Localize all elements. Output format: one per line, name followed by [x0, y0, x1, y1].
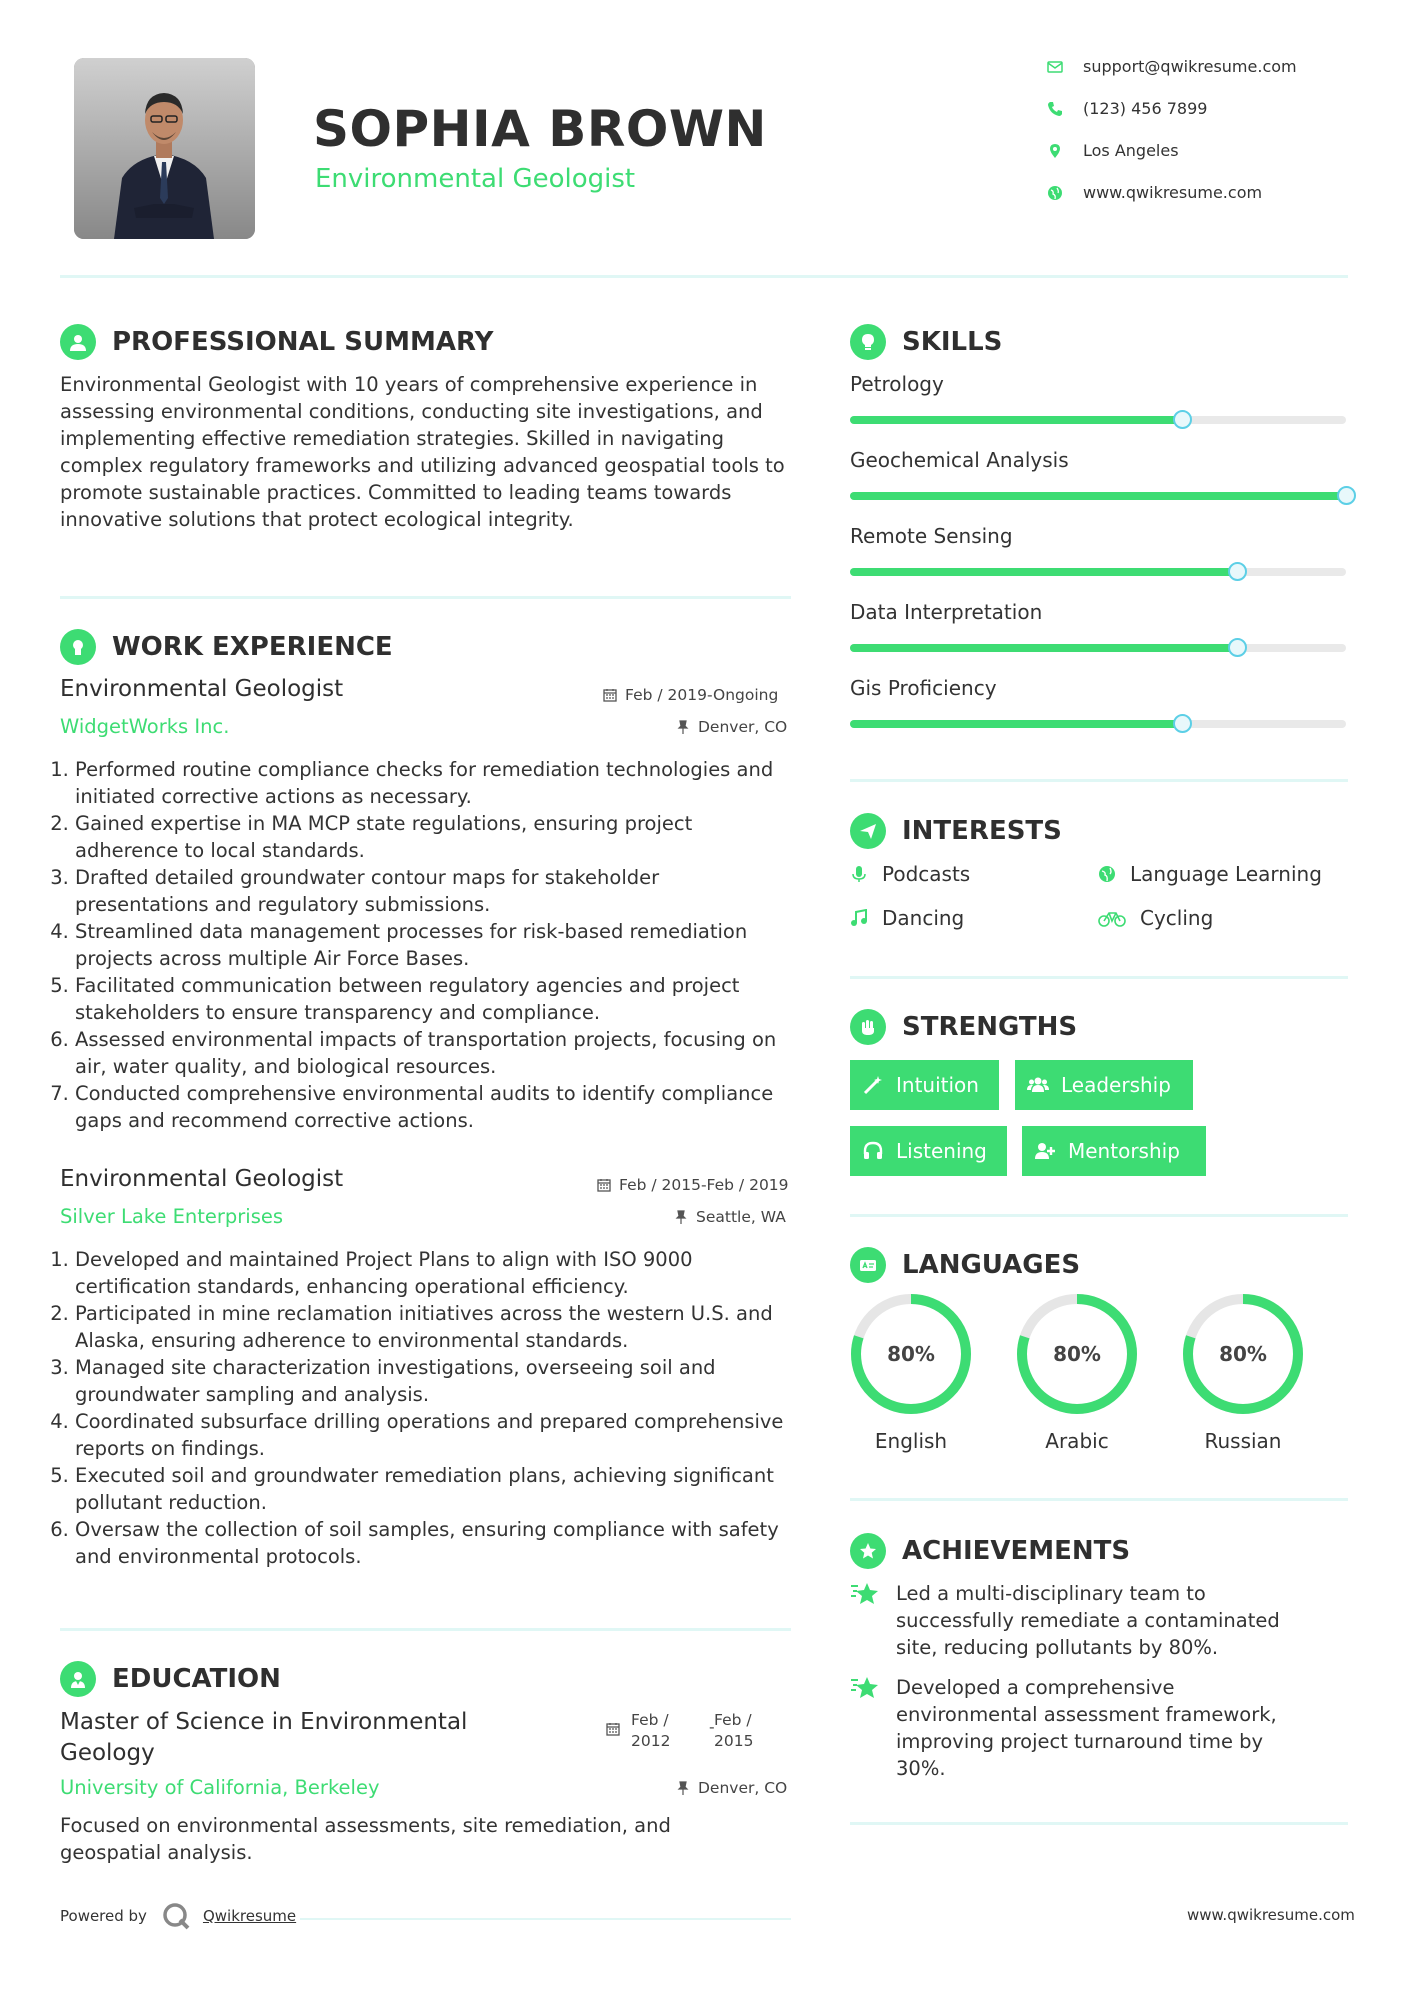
headphones-icon [862, 1140, 884, 1162]
language-ring [1182, 1293, 1304, 1415]
summary-heading-text: PROFESSIONAL SUMMARY [112, 327, 494, 357]
skills-divider [850, 779, 1348, 782]
candidate-name: SOPHIA BROWN [313, 100, 767, 158]
microphone-icon [850, 865, 868, 883]
list-item: 6. Assessed environmental impacts of transportation projects, focusing on air, water quality, and biological resources. [75, 1026, 797, 1080]
profile-photo [74, 58, 255, 239]
strength-tag [1015, 1060, 1193, 1110]
job-bullets [57, 756, 797, 1134]
education-description: Focused on environmental assessments, site remediation, and geospatial analysis. [60, 1814, 671, 1864]
work-divider [60, 1628, 791, 1631]
phone-text: (123) 456 7899 [1083, 99, 1208, 118]
job-location [676, 718, 787, 736]
skill-bar [850, 720, 1346, 728]
job-location [674, 1208, 786, 1226]
skill-bar [850, 644, 1346, 652]
interest-item [1098, 906, 1213, 930]
skill-label: Petrology [850, 372, 944, 396]
job-bullets [57, 1246, 797, 1570]
interests-heading [850, 813, 1062, 849]
list-item: 4. Streamlined data management processes for risk-based remediation projects across multiple Air Force Bases. [75, 918, 797, 972]
skills-heading [850, 324, 1002, 360]
job-date-text: Feb / 2015-Feb / 2019 [619, 1176, 789, 1194]
qwikresume-link[interactable]: Qwikresume [202, 1907, 297, 1925]
strengths-divider [850, 1214, 1348, 1217]
job-date-text: Feb / 2019-Ongoing [625, 686, 779, 704]
globe-icon [1098, 865, 1116, 883]
skill-label: Data Interpretation [850, 600, 1043, 624]
skill-bar-knob [1173, 410, 1192, 429]
education-date-separator: - [709, 1718, 715, 1736]
strength-label: Listening [896, 1139, 987, 1163]
job-date [597, 1176, 789, 1194]
skill-bar [850, 568, 1346, 576]
pin-icon [676, 720, 690, 734]
job-location-text: Seattle, WA [696, 1208, 786, 1226]
list-item: 6. Oversaw the collection of soil samples, ensuring compliance with safety and environmental protocols. [75, 1516, 797, 1570]
pin-icon [676, 1781, 690, 1795]
language-name: Arabic [1045, 1429, 1109, 1453]
list-item: 1. Developed and maintained Project Plans to align with ISO 9000 certification standards, enhancing operational efficiency. [75, 1246, 797, 1300]
school-name: University of California, Berkeley [60, 1776, 380, 1799]
work-heading-text: WORK EXPERIENCE [112, 632, 393, 662]
skills-heading-text: SKILLS [902, 327, 1003, 357]
phone-icon [1047, 101, 1083, 117]
star-badge-icon [850, 1533, 886, 1569]
job-date [603, 686, 778, 704]
header-divider [60, 275, 1348, 278]
star-icon [850, 1580, 880, 1608]
footer-powered-by [60, 1901, 296, 1931]
language-name: English [874, 1429, 948, 1453]
star-icon [850, 1674, 880, 1702]
language-percent: 80% [887, 1342, 935, 1366]
achievements-heading [850, 1533, 1130, 1569]
location-text: Los Angeles [1083, 141, 1179, 160]
language-percent: 80% [1219, 1342, 1267, 1366]
list-item: 5. Facilitated communication between regulatory agencies and project stakeholders to ensure transparency and compliance. [75, 972, 797, 1026]
strength-label: Mentorship [1068, 1139, 1180, 1163]
lightbulb-icon [850, 324, 886, 360]
education-dates [605, 1710, 765, 1750]
qwikresume-logo-icon [161, 1901, 191, 1931]
list-item: 5. Executed soil and groundwater remediation plans, achieving significant pollutant reduction. [75, 1462, 797, 1516]
list-item: 3. Drafted detailed groundwater contour maps for stakeholder presentations and regulatory submissions. [75, 864, 797, 918]
contact-website [1047, 183, 1262, 202]
skill-label: Remote Sensing [850, 524, 1013, 548]
strength-label: Leadership [1061, 1073, 1171, 1097]
languages-heading-text: LANGUAGES [902, 1250, 1081, 1280]
skill-bar-fill [850, 492, 1346, 500]
list-item: 3. Managed site characterization investigations, overseeing soil and groundwater sampling and analysis. [75, 1354, 797, 1408]
skill-bar-fill [850, 416, 1182, 424]
fist-icon [850, 1009, 886, 1045]
language-ring [1016, 1293, 1138, 1415]
skill-bar-fill [850, 720, 1182, 728]
skill-bar [850, 492, 1346, 500]
job-company: WidgetWorks Inc. [60, 715, 230, 738]
email-text[interactable]: support@qwikresume.com [1083, 57, 1297, 76]
interests-divider [850, 976, 1348, 979]
list-item: 2. Participated in mine reclamation initiatives across the western U.S. and Alaska, ensuring adherence to environmental standards. [75, 1300, 797, 1354]
achievement-item [850, 1580, 1316, 1661]
globe-icon [1047, 185, 1083, 201]
interest-label: Cycling [1140, 906, 1214, 930]
job-title: Environmental Geologist [60, 676, 344, 702]
education-heading [60, 1661, 281, 1697]
languages-heading [850, 1247, 1080, 1283]
interest-item [1098, 862, 1322, 886]
skill-bar-knob [1228, 638, 1247, 657]
contact-email [1047, 57, 1297, 76]
achievement-item [850, 1674, 1316, 1782]
map-pin-icon [1047, 143, 1083, 159]
skill-bar-knob [1228, 562, 1247, 581]
person-photo-illustration [74, 58, 255, 239]
interest-item [850, 906, 964, 930]
education-date-start: Feb / 2012 [631, 1711, 671, 1750]
skill-bar-knob [1173, 714, 1192, 733]
website-text[interactable]: www.qwikresume.com [1083, 183, 1263, 202]
job-title: Environmental Geologist [60, 1166, 344, 1192]
education-location [676, 1779, 787, 1797]
degree-title: Master of Science in Environmental Geology [60, 1709, 468, 1766]
contact-location [1047, 141, 1179, 160]
skill-bar-fill [850, 644, 1237, 652]
skill-bar-knob [1337, 486, 1356, 505]
strengths-heading [850, 1009, 1077, 1045]
interest-label: Dancing [882, 906, 965, 930]
users-icon [1027, 1074, 1049, 1096]
magic-wand-icon [862, 1074, 884, 1096]
interests-heading-text: INTERESTS [902, 816, 1062, 846]
list-item: 4. Coordinated subsurface drilling operations and prepared comprehensive reports on findings. [75, 1408, 797, 1462]
achievements-divider [850, 1822, 1348, 1825]
education-location-text: Denver, CO [698, 1779, 788, 1797]
strength-tag [1022, 1126, 1206, 1176]
language-ring [850, 1293, 972, 1415]
list-item: 1. Performed routine compliance checks for remediation technologies and initiated corrective actions as necessary. [75, 756, 797, 810]
strength-tag [850, 1126, 1007, 1176]
strength-label: Intuition [896, 1073, 979, 1097]
language-percent: 80% [1053, 1342, 1101, 1366]
summary-heading [60, 324, 493, 360]
skill-bar-fill [850, 568, 1237, 576]
contact-phone [1047, 99, 1207, 118]
language-card-icon [850, 1247, 886, 1283]
skill-label: Gis Proficiency [850, 676, 997, 700]
education-date-end: Feb / 2015 [714, 1711, 754, 1750]
music-note-icon [850, 909, 868, 927]
interest-label: Language Learning [1130, 862, 1322, 886]
calendar-icon [606, 1722, 620, 1736]
education-heading-text: EDUCATION [112, 1664, 281, 1694]
summary-divider [60, 596, 791, 599]
strength-tag [850, 1060, 999, 1110]
powered-by-text: Powered by [60, 1907, 147, 1925]
skill-bar [850, 416, 1346, 424]
list-item: 2. Gained expertise in MA MCP state regulations, ensuring project adherence to local standards. [75, 810, 797, 864]
footer-divider [300, 1918, 791, 1920]
job-company: Silver Lake Enterprises [60, 1205, 284, 1228]
achievement-text: Led a multi-disciplinary team to successfully remediate a contaminated site, reducing pollutants by 80%. [896, 1582, 1280, 1659]
job-location-text: Denver, CO [698, 718, 788, 736]
languages-divider [850, 1498, 1348, 1501]
user-plus-icon [1034, 1140, 1056, 1162]
list-item: 7. Conducted comprehensive environmental audits to identify compliance gaps and recommend corrective actions. [75, 1080, 797, 1134]
user-icon [60, 324, 96, 360]
pin-icon [674, 1210, 688, 1224]
graduation-icon [60, 1661, 96, 1697]
paper-plane-icon [850, 813, 886, 849]
achievement-text: Developed a comprehensive environmental assessment framework, improving project turnaround time by 30%. [896, 1676, 1277, 1780]
work-heading [60, 629, 393, 665]
strengths-heading-text: STRENGTHS [902, 1012, 1078, 1042]
briefcase-icon [60, 629, 96, 665]
interest-label: Podcasts [882, 862, 971, 886]
language-name: Russian [1204, 1429, 1282, 1453]
achievements-heading-text: ACHIEVEMENTS [902, 1536, 1131, 1566]
interest-item [850, 862, 970, 886]
summary-text: Environmental Geologist with 10 years of comprehensive experience in assessing environmental conditions, conducting site investigations, and implementing effective remediation strategies. Skilled in navigating complex regulatory frameworks and utilizing advanced geospatial tools to promote sustainable practices. Committed to leading teams towards innovative solutions that protect ecological integrity. [60, 373, 785, 531]
skill-label: Geochemical Analysis [850, 448, 1069, 472]
envelope-icon [1047, 59, 1083, 75]
calendar-icon [603, 688, 617, 702]
calendar-icon [597, 1178, 611, 1192]
candidate-role: Environmental Geologist [315, 164, 636, 194]
footer-website[interactable]: www.qwikresume.com [1187, 1906, 1355, 1924]
bicycle-icon [1098, 909, 1126, 927]
